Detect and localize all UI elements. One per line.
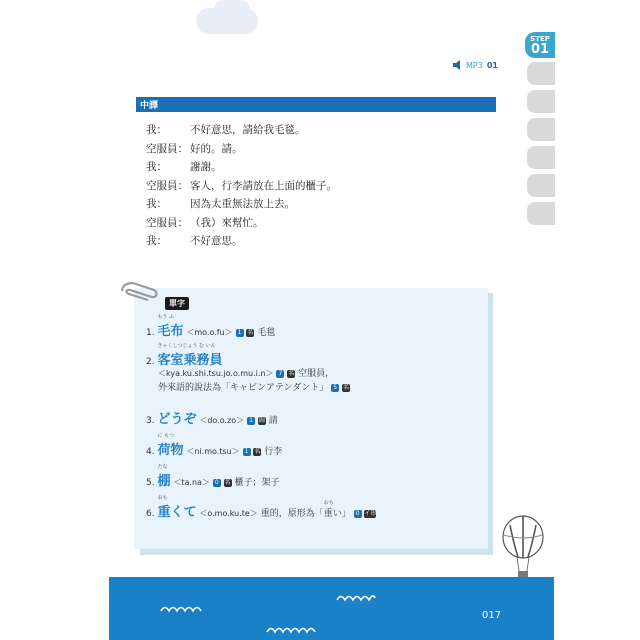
vocab-word: どうぞ — [157, 412, 197, 427]
accent-badge: 7 — [276, 370, 284, 378]
vocab-entry — [146, 433, 283, 458]
meaning: 重的，原形為「 — [260, 509, 324, 519]
furigana: おも — [157, 495, 168, 501]
line-text: 好的。請。 — [190, 142, 243, 155]
romaji: ＜mo.o.fu＞ — [186, 328, 233, 337]
step-tab-2[interactable] — [527, 62, 555, 85]
accent-badge: 0 — [213, 479, 221, 487]
paperclip-icon — [116, 278, 160, 304]
vocab-word: 毛布 — [157, 324, 184, 339]
cloud-decoration — [214, 0, 250, 20]
note-text: 外來語的說法為「キャビンアテンダント」 — [158, 383, 329, 393]
dialogue-translation — [146, 121, 337, 251]
line-text: 謝謝。 — [190, 161, 222, 173]
pos-badge: 名 — [224, 478, 231, 486]
romaji: ＜ta.na＞ — [173, 478, 210, 487]
line-text: （我）來幫忙。 — [190, 216, 264, 229]
meaning: 毛毯 — [257, 328, 276, 338]
dialogue-line — [146, 232, 337, 251]
wave-icon — [266, 624, 318, 634]
vocab-word: 荷物 — [157, 443, 184, 458]
speaker-icon — [452, 59, 464, 71]
vocab-title: 單字 — [165, 297, 189, 310]
line-text: 不好意思。 — [190, 235, 243, 247]
line-text: 客人，行李請放在上面的櫃子。 — [190, 179, 337, 192]
step-label: STEP — [530, 35, 550, 43]
pos-badge: 名 — [343, 383, 350, 391]
accent-badge: 5 — [331, 384, 339, 392]
step-tab[interactable] — [525, 32, 555, 58]
vocab-entry — [146, 408, 278, 427]
meaning: 請 — [268, 416, 278, 426]
dialogue-line — [146, 195, 337, 214]
mp3-audio-button[interactable] — [452, 58, 498, 72]
entry-number: 5. — [146, 478, 155, 488]
hot-air-balloon-icon — [500, 515, 546, 585]
section-title: 中譯 — [140, 101, 159, 111]
vocab-word: 棚 — [157, 474, 171, 489]
accent-badge: 1 — [243, 448, 251, 456]
meaning: 櫃子；架子 — [234, 478, 280, 488]
entry-number: 3. — [146, 416, 155, 426]
romaji: ＜kya.ku.shi.tsu.jo.o.mu.i.n＞ — [158, 369, 274, 378]
vocab-entry-note — [158, 380, 350, 393]
accent-badge: 1 — [247, 417, 255, 425]
step-number: 01 — [530, 42, 550, 57]
speaker: 空服員： — [146, 179, 188, 192]
dialogue-line — [146, 140, 337, 159]
line-text: 因為太重無法放上去。 — [190, 198, 295, 210]
quote-close: 」 — [341, 509, 351, 519]
pos-badge: 副 — [258, 416, 265, 424]
romaji: ＜do.o.zo＞ — [199, 416, 245, 425]
speaker: 空服員： — [146, 216, 188, 229]
meaning: 空服員， — [298, 369, 335, 379]
dialogue-line — [146, 214, 337, 233]
speaker: 我： — [146, 161, 167, 173]
wave-icon — [160, 603, 204, 613]
step-tab-6[interactable] — [527, 174, 555, 197]
step-tab-7[interactable] — [527, 202, 555, 225]
furigana: もう ふ — [157, 314, 175, 320]
speaker: 我： — [146, 198, 167, 210]
speaker: 我： — [146, 235, 167, 247]
step-tab-3[interactable] — [527, 90, 555, 113]
pos-badge: イ形 — [364, 509, 377, 517]
section-header-bar — [136, 97, 496, 112]
speaker: 我： — [146, 124, 167, 136]
vocab-word: 重くて — [157, 505, 197, 520]
pos-badge: 名 — [247, 328, 254, 336]
step-tab-4[interactable] — [527, 118, 555, 141]
furigana: に もつ — [157, 433, 175, 439]
step-tab-5[interactable] — [527, 146, 555, 169]
entry-number: 4. — [146, 447, 155, 457]
dialogue-line — [146, 121, 337, 140]
furigana: きゃくしつじょう む いん — [157, 343, 216, 349]
pos-badge: 名 — [254, 447, 261, 455]
vocab-word: 客室乗務員 — [157, 353, 223, 368]
entry-number: 1. — [146, 328, 155, 338]
speaker: 空服員： — [146, 142, 188, 155]
meaning: 行李 — [264, 447, 283, 457]
mp3-track-number: 01 — [486, 60, 498, 70]
dialogue-line — [146, 158, 337, 177]
entry-number: 2. — [146, 357, 155, 367]
entry-number: 6. — [146, 509, 155, 519]
furigana: おも — [323, 500, 334, 506]
wave-icon — [336, 592, 376, 602]
accent-badge: 1 — [236, 329, 244, 337]
pos-badge: 名 — [288, 369, 295, 377]
line-text: 不好意思，請給我毛毯。 — [190, 124, 306, 136]
vocab-entry — [146, 495, 377, 520]
accent-badge: 0 — [354, 510, 362, 518]
mp3-label: MP3 — [466, 60, 483, 70]
romaji: ＜o.mo.ku.te＞ — [199, 509, 258, 518]
base-form-word: 重い — [323, 509, 342, 519]
vocab-entry — [146, 314, 276, 339]
dialogue-line — [146, 177, 337, 196]
vocab-entry-detail — [158, 366, 334, 379]
romaji: ＜ni.mo.tsu＞ — [186, 447, 240, 456]
furigana: たな — [157, 464, 168, 470]
page-number: 017 — [482, 610, 502, 621]
vocab-entry — [146, 464, 280, 489]
